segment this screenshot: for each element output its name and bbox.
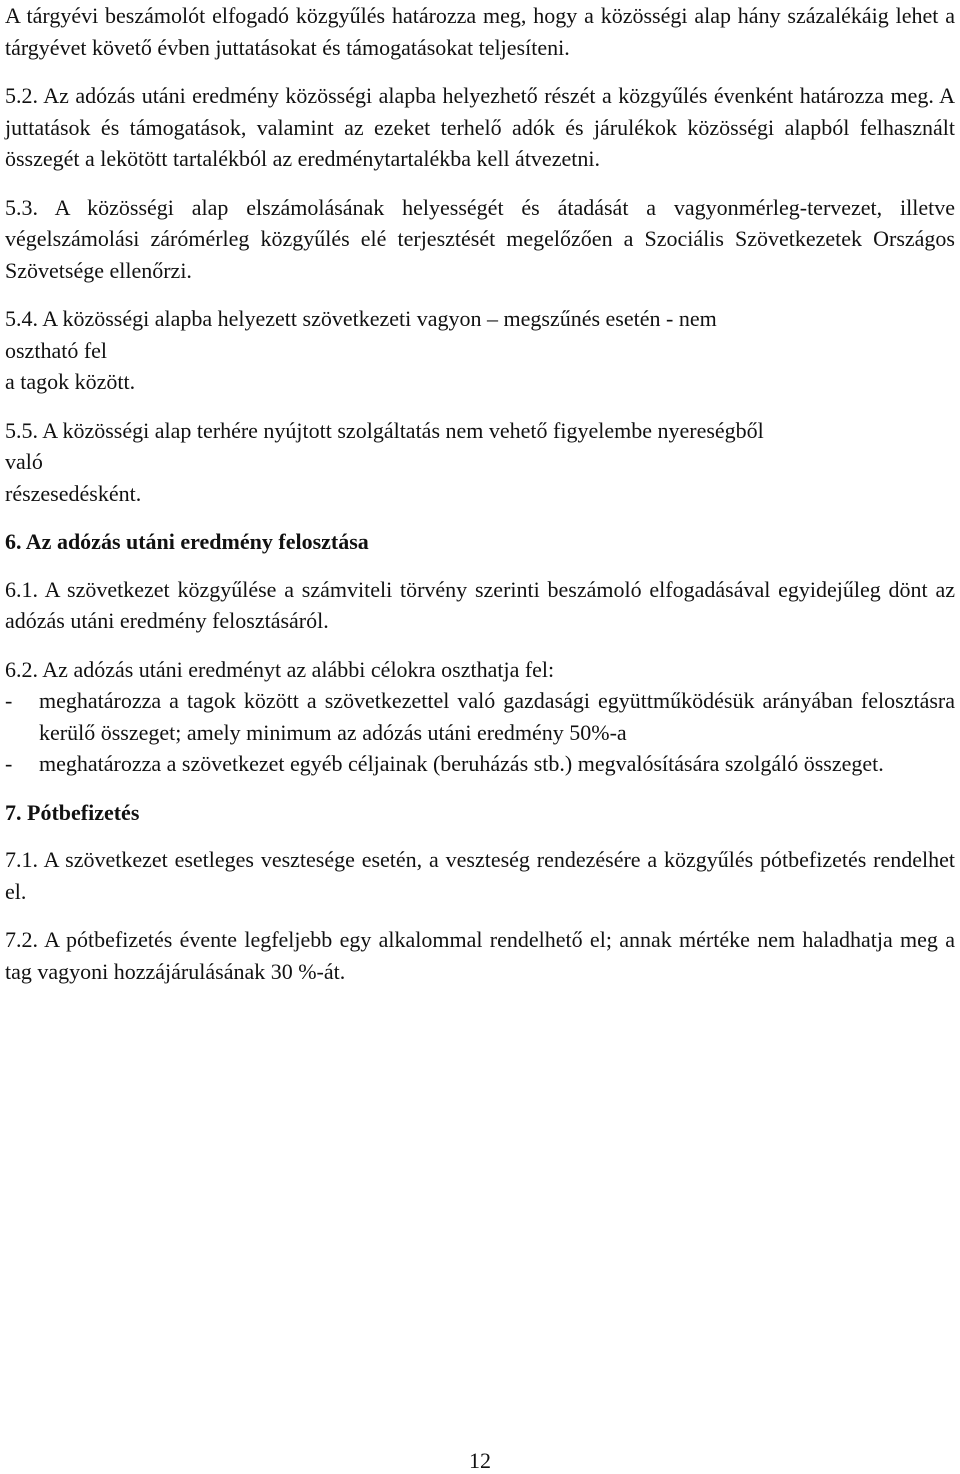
allocation-list xyxy=(5,685,955,780)
section-6-heading: 6. Az adózás utáni eredmény felosztása xyxy=(5,529,369,554)
document-page xyxy=(5,0,955,1004)
paragraph-5-4 xyxy=(5,303,955,398)
paragraph-5-4-line-1: 5.4. A közösségi alapba helyezett szövetkezeti vagyon – megszűnés esetén - nem xyxy=(5,306,717,331)
list-item xyxy=(5,748,955,780)
page-number: 12 xyxy=(469,1448,491,1473)
list-dash: - xyxy=(5,688,13,713)
paragraph-5-5 xyxy=(5,415,955,510)
paragraph-5-5-line-1: 5.5. A közösségi alap terhére nyújtott szolgáltatás nem vehető figyelembe nyereségből xyxy=(5,417,764,443)
list-item xyxy=(5,685,955,748)
list-item-text: meghatározza a szövetkezet egyéb céljainak (beruházás stb.) megvalósítására szolgáló összeget. xyxy=(39,751,884,776)
paragraph-5-1-continuation: A tárgyévi beszámolót elfogadó közgyűlés határozza meg, hogy a közösségi alap hány százalékáig lehet a tárgyévet követő évben juttatásokat és támogatásokat teljesíteni. xyxy=(5,3,955,60)
paragraph-7-2: 7.2. A pótbefizetés évente legfeljebb egy alkalommal rendelhető el; annak mértéke nem haladhatja meg a tag vagyoni hozzájárulásának 30 %-át. xyxy=(5,927,955,984)
list-dash: - xyxy=(5,751,13,776)
paragraph-5-2: 5.2. Az adózás utáni eredmény közösségi alapba helyezhető részét a közgyűlés évenként határozza meg. A juttatások és támogatások, valamint az ezeket terhelő adók és járulékok közösségi alapból felhasznált összegét a lekötött tartalékból az eredménytartalékba kell átvezetni. xyxy=(5,83,955,171)
paragraph-5-5-line-2: való xyxy=(5,449,43,474)
paragraph-5-5-line-3: részesedésként. xyxy=(5,480,142,506)
paragraph-6-1: 6.1. A szövetkezet közgyűlése a számviteli törvény szerinti beszámoló elfogadásával egyidejűleg dönt az adózás utáni eredmény felosztásáról. xyxy=(5,576,955,633)
paragraph-6-2: 6.2. Az adózás utáni eredményt az alábbi célokra oszthatja fel: xyxy=(5,656,555,682)
section-7-heading: 7. Pótbefizetés xyxy=(5,799,140,825)
paragraph-5-4-line-3: a tagok között. xyxy=(5,369,136,394)
paragraph-7-1: 7.1. A szövetkezet esetleges vesztesége esetén, a veszteség rendezésére a közgyűlés pótbefizetés rendelhet el. xyxy=(5,847,955,904)
list-item-text: meghatározza a tagok között a szövetkezettel való gazdasági együttműködésük arányában felosztásra kerülő összeget; amely minimum az adózás utáni eredmény 50%-a xyxy=(39,688,955,745)
paragraph-5-4-line-2: osztható fel xyxy=(5,337,108,363)
paragraph-5-3: 5.3. A közösségi alap elszámolásának helyességét és átadását a vagyonmérleg-tervezet, illetve végelszámolási zárómérleg közgyűlés elé terjesztését megelőzően a Szociális Szövetkezetek Országos Szövetsége ellenőrzi. xyxy=(5,194,955,283)
